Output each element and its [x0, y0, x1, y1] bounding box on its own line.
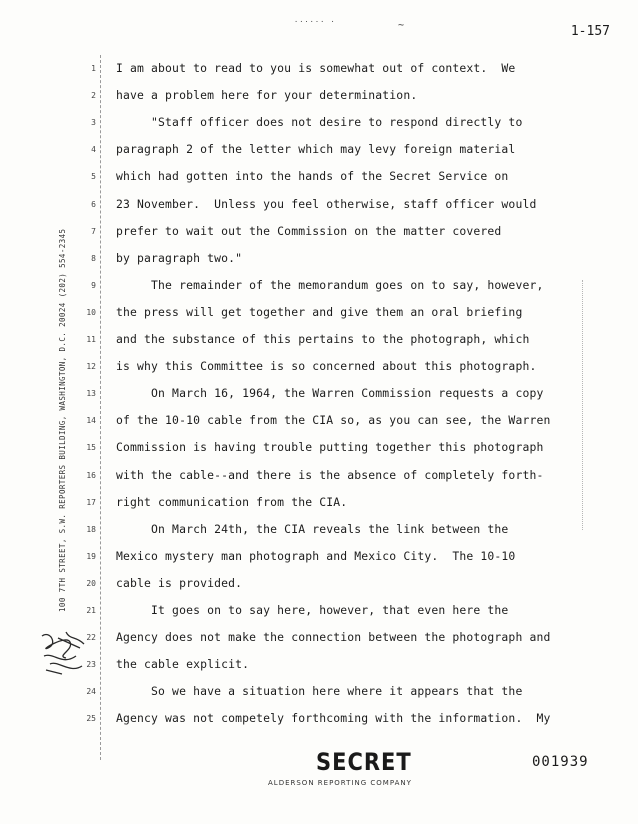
line-number: 9	[91, 280, 96, 290]
line-number: 16	[86, 470, 96, 480]
transcript-line: The remainder of the memorandum goes on to say, however,	[116, 277, 544, 292]
transcript-line: paragraph 2 of the letter which may levy foreign material	[116, 142, 516, 157]
transcript-line: 23 November. Unless you feel otherwise, staff officer would	[116, 196, 537, 211]
line-number: 3	[91, 118, 96, 128]
transcript-line: with the cable--and there is the absence of completely forth-	[116, 467, 544, 482]
reporting-company: ALDERSON REPORTING COMPANY	[268, 779, 412, 787]
transcript-line: by paragraph two."	[116, 250, 243, 265]
line-number: 19	[86, 551, 96, 561]
transcript-line: of the 10-10 cable from the CIA so, as you can see, the Warren	[116, 413, 551, 428]
line-number: 2	[91, 91, 96, 101]
classification-stamp: SECRET	[316, 748, 412, 776]
transcript-line: Agency does not make the connection between the photograph and	[116, 630, 551, 645]
transcript-line: It goes on to say here, however, that even here the	[116, 603, 509, 617]
transcript-line: On March 16, 1964, the Warren Commission requests a copy	[116, 386, 544, 401]
transcript-line: Agency was not competely forthcoming with the information. My	[116, 711, 551, 726]
line-number: 17	[86, 497, 96, 507]
header-smudge: ...... .	[294, 16, 336, 24]
line-number: 13	[86, 389, 96, 399]
line-number: 5	[91, 172, 96, 182]
transcript-line: the cable explicit.	[116, 657, 250, 672]
transcript-line: the press will get together and give them an oral briefing	[116, 304, 523, 319]
line-number: 11	[86, 335, 96, 344]
transcript-line: which had gotten into the hands of the Secret Service on	[116, 169, 509, 184]
transcript-line: Commission is having trouble putting together this photograph	[116, 440, 544, 455]
transcript-line: Mexico mystery man photograph and Mexico City. The 10-10	[116, 548, 516, 563]
line-number: 12	[86, 362, 96, 372]
line-number: 8	[91, 253, 96, 263]
line-number: 10	[86, 307, 96, 317]
line-number: 18	[86, 524, 96, 534]
transcript-line: prefer to wait out the Commission on the matter covered	[116, 223, 502, 238]
line-number: 25	[86, 714, 96, 724]
line-number: 24	[86, 687, 96, 697]
transcript-line: right communication from the CIA.	[116, 494, 348, 509]
line-number: 20	[86, 578, 96, 588]
line-number: 23	[86, 660, 96, 670]
line-number: 6	[91, 199, 96, 209]
transcript-line: "Staff officer does not desire to respond directly to	[116, 115, 523, 130]
line-number: 21	[86, 606, 96, 615]
transcript-line: So we have a situation here where it appears that the	[116, 684, 523, 699]
line-number: 1	[91, 64, 96, 73]
transcript-line: On March 24th, the CIA reveals the link between the	[116, 521, 509, 536]
transcript-line: is why this Committee is so concerned about this photograph.	[116, 359, 537, 374]
line-number: 22	[86, 633, 96, 643]
left-margin-rule	[100, 55, 101, 760]
transcript-line: and the substance of this pertains to the photograph, which	[116, 332, 530, 346]
line-number: 14	[86, 416, 96, 426]
page-number: 1-157	[570, 24, 610, 39]
line-number: 7	[91, 226, 96, 236]
document-number: 001939	[532, 754, 589, 770]
handwritten-scribble	[36, 626, 94, 678]
header-dash-mark: ~	[398, 20, 405, 31]
transcript-line: cable is provided.	[116, 575, 243, 590]
transcript-line: I am about to read to you is somewhat out of context. We	[116, 61, 516, 75]
transcript-line: have a problem here for your determination.	[116, 88, 418, 103]
reporter-address-stamp: 100 7TH STREET, S.W. REPORTERS BUILDING, WASHINGTON, D.C. 20024 (202) 554-2345	[58, 228, 67, 612]
right-edge-mark	[582, 280, 583, 530]
line-number: 4	[91, 145, 96, 155]
line-number: 15	[86, 443, 96, 453]
